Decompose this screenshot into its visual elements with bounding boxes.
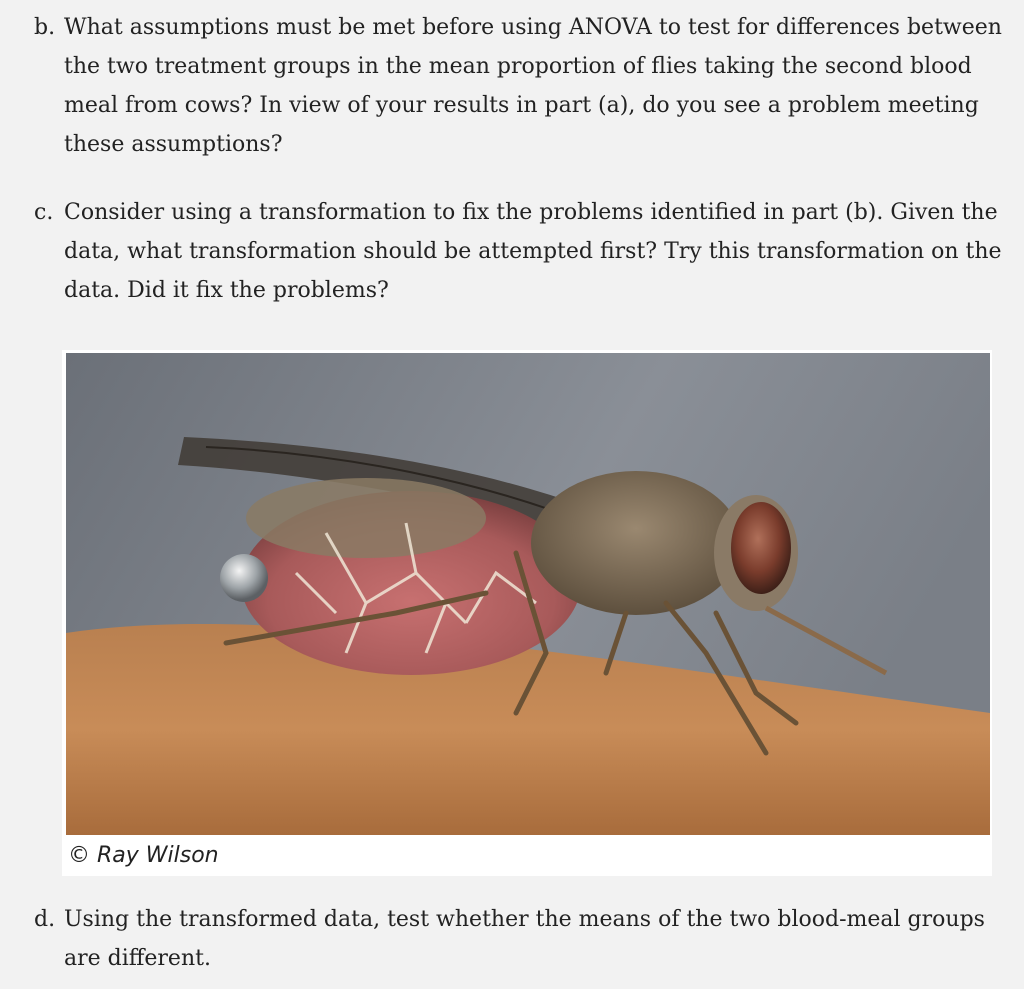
question-d-text: Using the transformed data, test whether the means of the two blood-meal groups are different. (64, 907, 985, 971)
question-c-letter: c. (34, 200, 54, 225)
tsetse-fly-photo (66, 353, 990, 835)
question-b-letter: b. (34, 15, 56, 40)
question-c-text: Consider using a transformation to fix the problems identified in part (b). Given the data, what transformation should be attempted first? Try this transformation on the data. Did it fix the problems? (64, 200, 1002, 303)
question-d (34, 900, 1004, 978)
photo-credit: © Ray Wilson (68, 843, 219, 868)
question-d-letter: d. (34, 907, 56, 932)
question-b-text: What assumptions must be met before using ANOVA to test for differences between the two treatment groups in the mean proportion of flies taking the second blood meal from cows? In view of your results in part (a), do you see a problem meeting these assumptions? (64, 15, 1002, 157)
figure-tsetse-fly (62, 350, 992, 876)
question-b (34, 8, 1004, 164)
question-c (34, 193, 1004, 310)
